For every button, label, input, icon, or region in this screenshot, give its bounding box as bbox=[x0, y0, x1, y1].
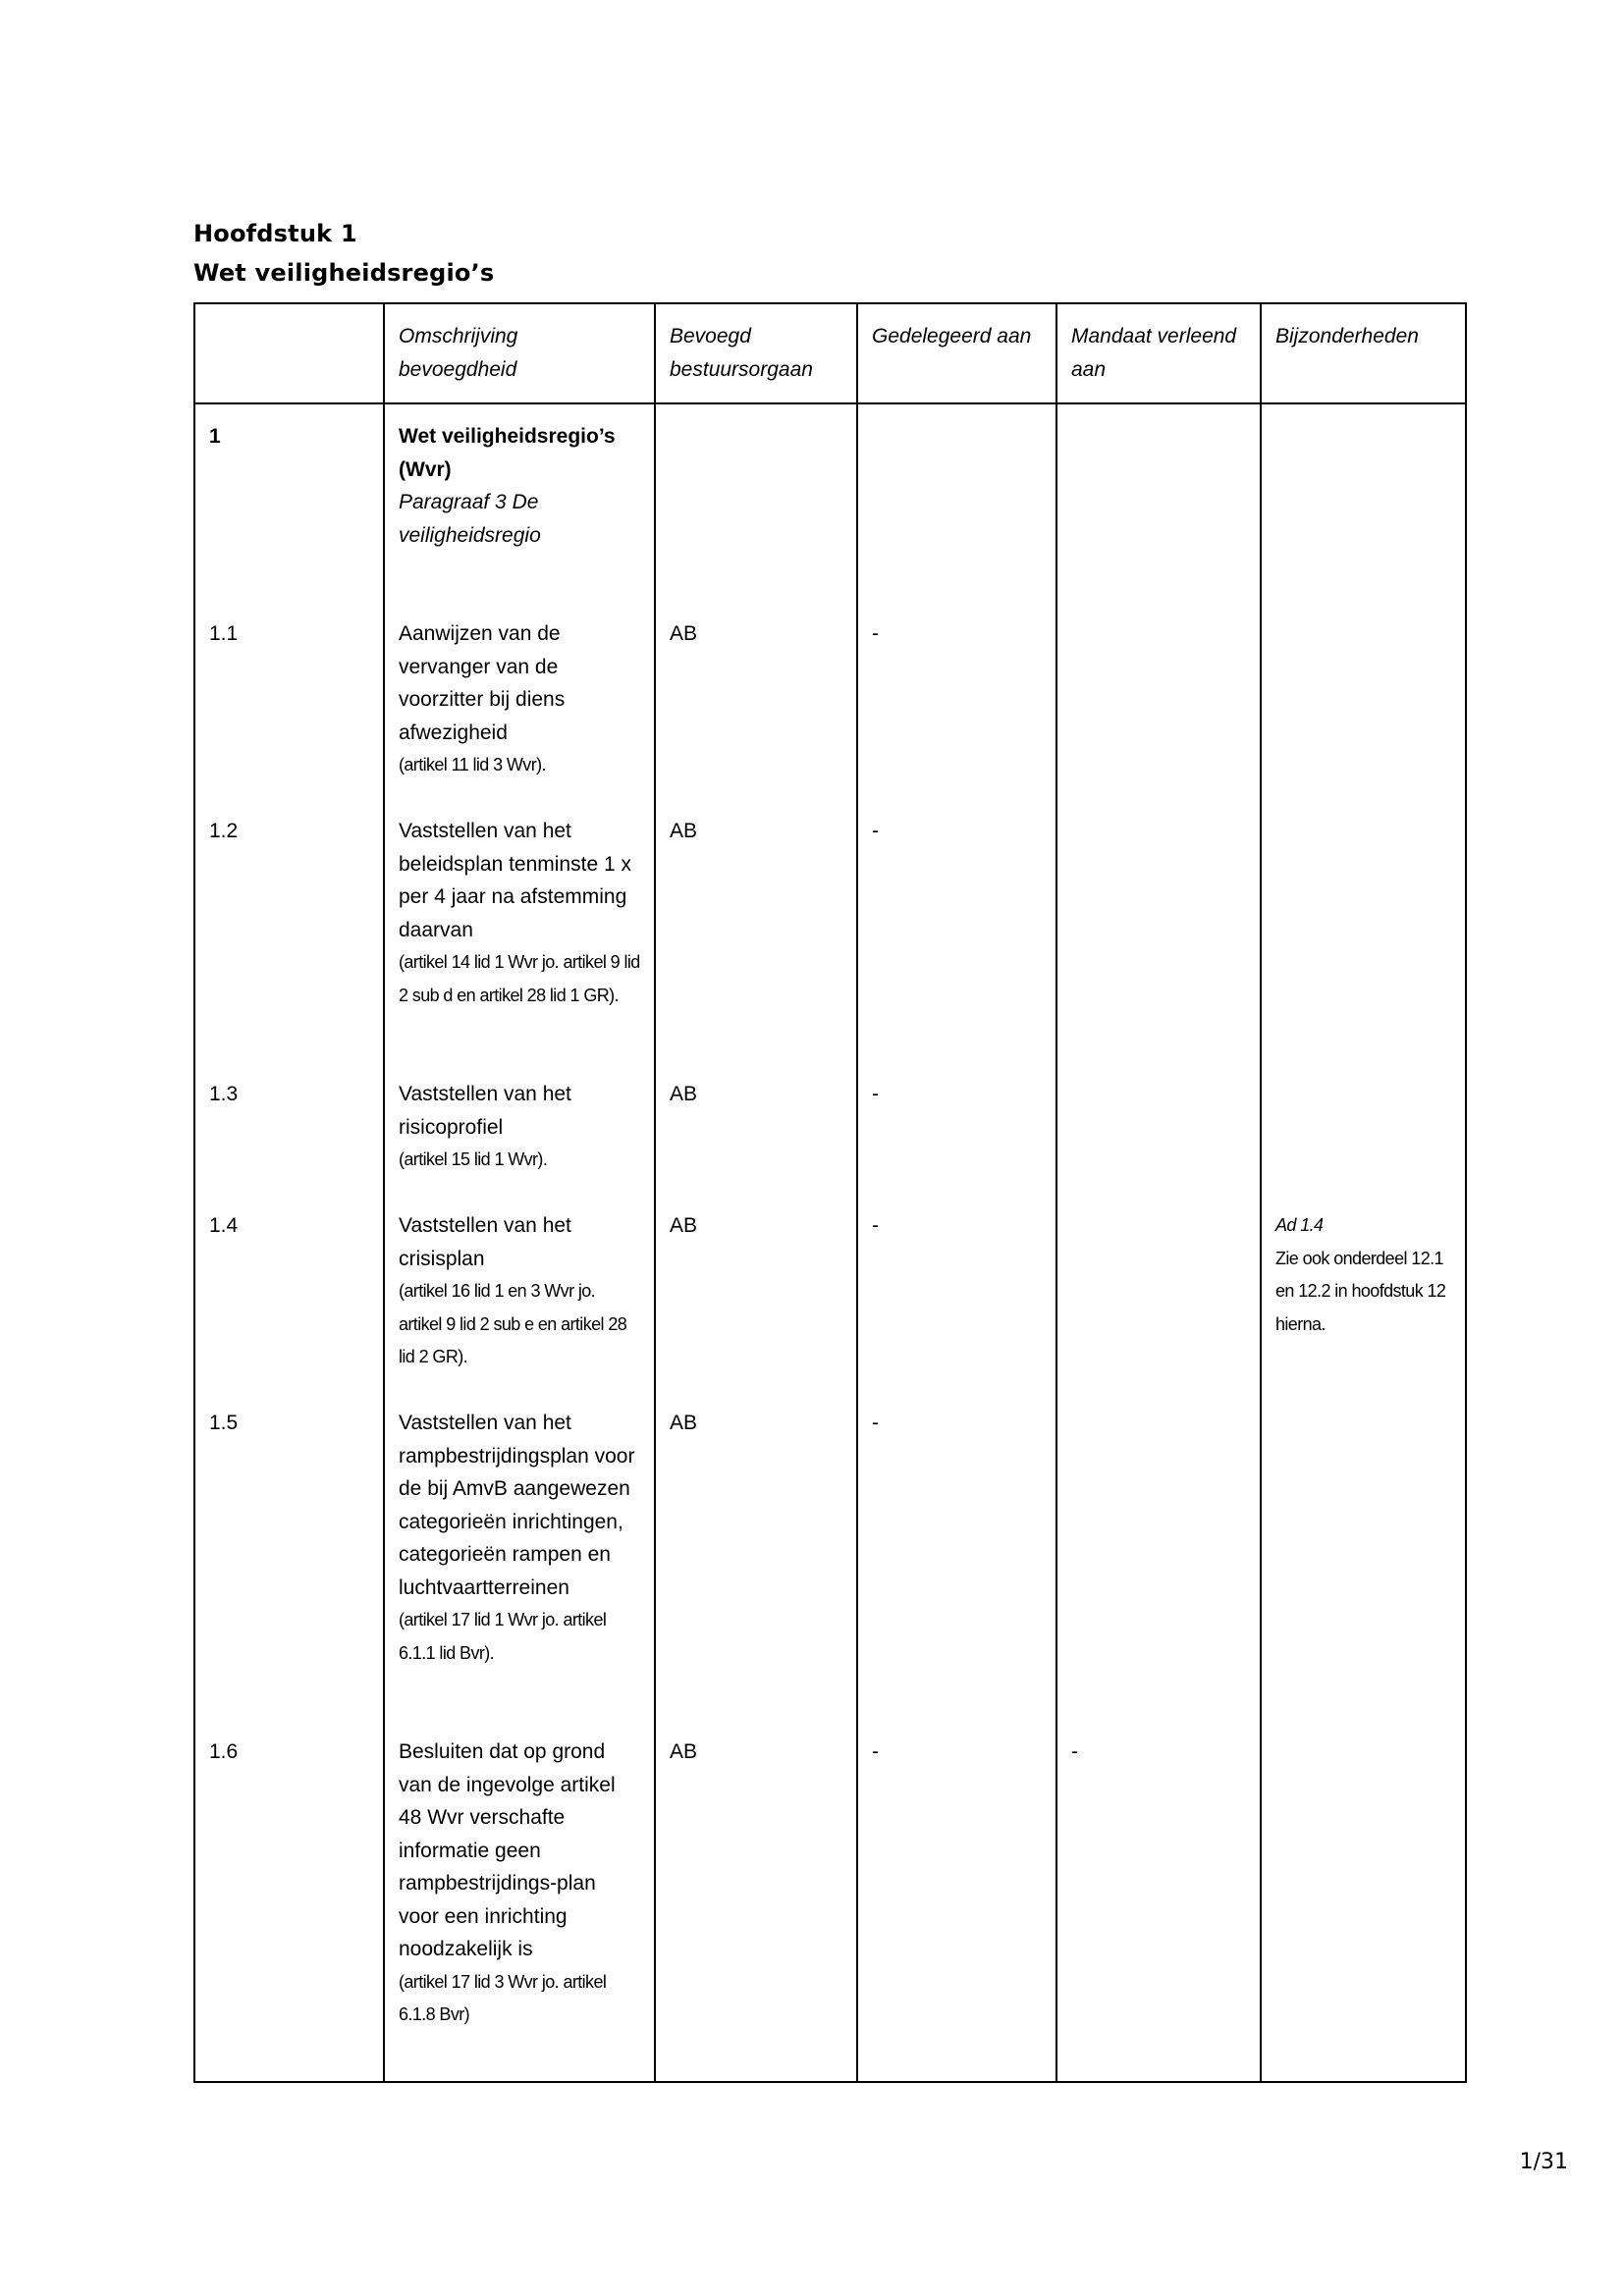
column-header-delegated: Gedelegeerd aan bbox=[857, 303, 1056, 403]
article-reference: (artikel 14 lid 1 Wvr jo. artikel 9 lid 2 sub d en artikel 28 lid 1 GR). bbox=[399, 952, 640, 1005]
column-header-mandate: Mandaat verleend aan bbox=[1056, 303, 1261, 403]
authority-value: AB bbox=[670, 820, 698, 842]
authority-value: AB bbox=[670, 1214, 698, 1237]
authority-value: AB bbox=[670, 1740, 698, 1763]
description-text: Vaststellen van het risicoprofiel bbox=[399, 1083, 571, 1139]
row-number: 1.6 bbox=[209, 1740, 239, 1763]
row-description bbox=[399, 617, 640, 782]
description-text: Vaststellen van het rampbestrijdingsplan voor de bij AmvB aangewezen categorieën inrichtingen, categorieën rampen en luchtvaartterreinen bbox=[399, 1412, 635, 1599]
delegated-value: - bbox=[872, 1214, 879, 1237]
row-description bbox=[399, 1735, 640, 2032]
delegated-value: - bbox=[872, 1412, 879, 1434]
chapter-subtitle: Wet veiligheidsregio’s bbox=[193, 259, 495, 287]
authority-value: AB bbox=[670, 1083, 698, 1105]
article-reference: (artikel 11 lid 3 Wvr). bbox=[399, 755, 546, 774]
table-body-row bbox=[194, 403, 1466, 2082]
section-title: Wet veiligheidsregio’s (Wvr) bbox=[399, 425, 616, 481]
delegated-column bbox=[857, 403, 1056, 2082]
page-heading bbox=[193, 214, 494, 293]
description-text: Vaststellen van het crisisplan bbox=[399, 1214, 571, 1270]
description-text: Aanwijzen van de vervanger van de voorzitter bij diens afwezigheid bbox=[399, 622, 566, 744]
row-number: 1.4 bbox=[209, 1214, 239, 1237]
row-number: 1.2 bbox=[209, 820, 239, 842]
row-notes bbox=[1275, 1209, 1451, 1341]
authority-value: AB bbox=[670, 1412, 698, 1434]
article-reference: (artikel 15 lid 1 Wvr). bbox=[399, 1149, 548, 1169]
article-reference: (artikel 17 lid 3 Wvr jo. artikel 6.1.8 Bvr) bbox=[399, 1971, 607, 2024]
authority-value: AB bbox=[670, 622, 698, 645]
row-description bbox=[399, 1209, 640, 1374]
authority-table bbox=[193, 302, 1467, 2083]
column-header-description: Omschrijving bevoegdheid bbox=[384, 303, 655, 403]
mandate-column bbox=[1056, 403, 1261, 2082]
number-column bbox=[194, 403, 384, 2082]
authority-column bbox=[655, 403, 857, 2082]
article-reference: (artikel 16 lid 1 en 3 Wvr jo. artikel 9 lid 2 sub e en artikel 28 lid 2 GR). bbox=[399, 1281, 627, 1366]
table-header-row bbox=[194, 303, 1466, 403]
notes-column bbox=[1261, 403, 1466, 2082]
section-heading bbox=[399, 420, 640, 552]
row-number: 1.3 bbox=[209, 1083, 239, 1105]
notes-title: Ad 1.4 bbox=[1275, 1215, 1324, 1235]
section-subtitle: Paragraaf 3 De veiligheidsregio bbox=[399, 491, 541, 547]
column-header-notes: Bijzonderheden bbox=[1261, 303, 1466, 403]
row-description bbox=[399, 815, 640, 1012]
row-number: 1.5 bbox=[209, 1412, 239, 1434]
column-header-authority: Bevoegd bestuursorgaan bbox=[655, 303, 857, 403]
delegated-value: - bbox=[872, 622, 879, 645]
row-number: 1.1 bbox=[209, 622, 239, 645]
description-column bbox=[384, 403, 655, 2082]
notes-text: Zie ook onderdeel 12.1 en 12.2 in hoofdstuk 12 hierna. bbox=[1275, 1248, 1446, 1334]
row-description bbox=[399, 1407, 640, 1670]
section-number: 1 bbox=[209, 425, 221, 448]
mandate-value: - bbox=[1071, 1740, 1078, 1763]
page-number: 1/31 bbox=[1519, 2150, 1568, 2174]
delegated-value: - bbox=[872, 820, 879, 842]
delegated-value: - bbox=[872, 1083, 879, 1105]
description-text: Vaststellen van het beleidsplan tenminste 1 x per 4 jaar na afstemming daarvan bbox=[399, 820, 631, 941]
article-reference: (artikel 17 lid 1 Wvr jo. artikel 6.1.1 lid Bvr). bbox=[399, 1610, 607, 1663]
column-header-number bbox=[194, 303, 384, 403]
description-text: Besluiten dat op grond van de ingevolge artikel 48 Wvr verschafte informatie geen rampbestrijdings-plan voor een inrichting noodzakelijk is bbox=[399, 1740, 616, 1960]
chapter-title: Hoofdstuk 1 bbox=[193, 220, 357, 247]
row-description bbox=[399, 1078, 640, 1177]
delegated-value: - bbox=[872, 1740, 879, 1763]
